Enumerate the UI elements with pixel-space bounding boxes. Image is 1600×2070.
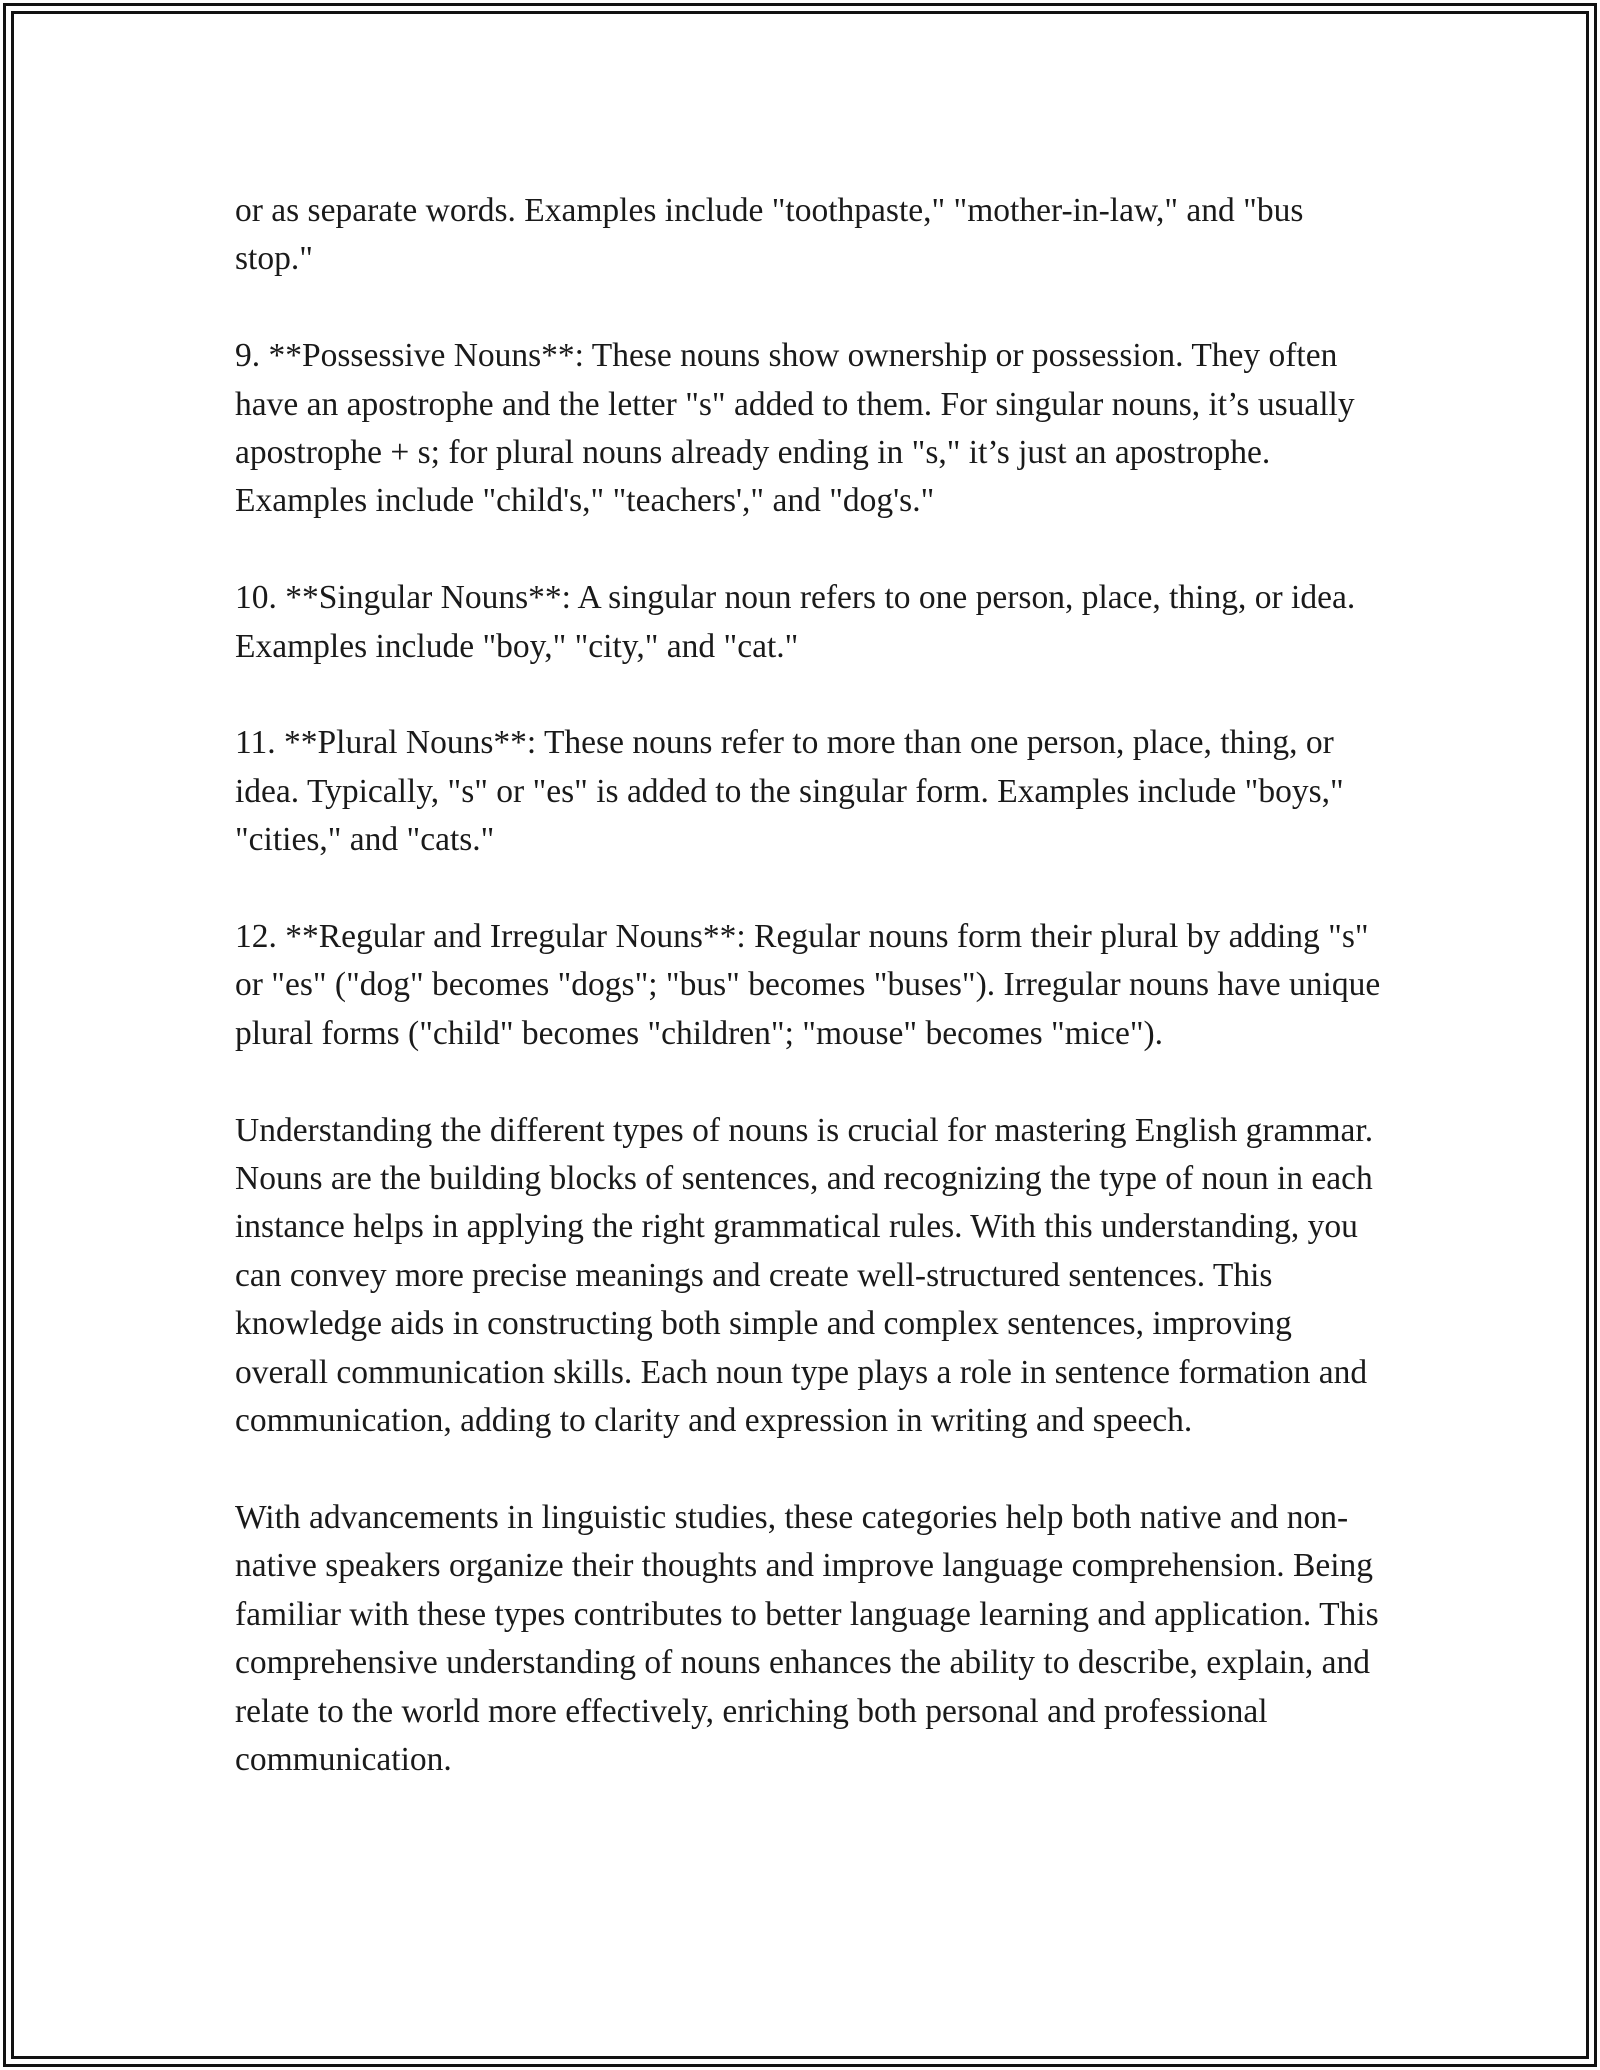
paragraph-singular-nouns: 10. **Singular Nouns**: A singular noun refers to one person, place, thing, or idea. Examples include "boy," "city," and "cat." — [235, 579, 1356, 665]
paragraph-compound-nouns-continued: or as separate words. Examples include "toothpaste," "mother-in-law," and "bus stop." — [235, 192, 1304, 278]
paragraph-understanding-summary: Understanding the different types of nouns is crucial for mastering English grammar. Nouns are the building blocks of sentences, and recognizing the type of noun in each instance helps in applying the right grammatical rules. With this understanding, you can convey more precise meanings and create well-structured sentences. This knowledge aids in constructing both simple and complex sentences, improving overall communication skills. Each noun type plays a role in sentence formation and communication, adding to clarity and expression in writing and speech. — [235, 1111, 1374, 1440]
paragraph-regular-irregular-nouns: 12. **Regular and Irregular Nouns**: Regular nouns form their plural by adding "s" or "es" ("dog" becomes "dogs"; "bus" becomes "buses"). Irregular nouns have unique plural forms ("child" becomes "children"; "mouse" becomes "mice"). — [235, 918, 1381, 1052]
paragraph-possessive-nouns: 9. **Possessive Nouns**: These nouns show ownership or possession. They often have an apostrophe and the letter "s" added to them. For singular nouns, it’s usually apostrophe + s; for plural nouns already ending in "s," it’s just an apostrophe. Examples include "child's," "teachers'," and "dog's." — [235, 337, 1355, 520]
paragraph-linguistic-advancements: With advancements in linguistic studies, these categories help both native and non-native speakers organize their thoughts and improve language comprehension. Being familiar with these types contributes to better language learning and application. This comprehensive understanding of nouns enhances the ability to describe, explain, and relate to the world more effectively, enriching both personal and professional communication. — [235, 1498, 1379, 1778]
paragraph-plural-nouns: 11. **Plural Nouns**: These nouns refer to more than one person, place, thing, or idea. Typically, "s" or "es" is added to the singular form. Examples include "boys," "cities," and "cats." — [235, 724, 1344, 859]
document-body — [235, 187, 1385, 1784]
